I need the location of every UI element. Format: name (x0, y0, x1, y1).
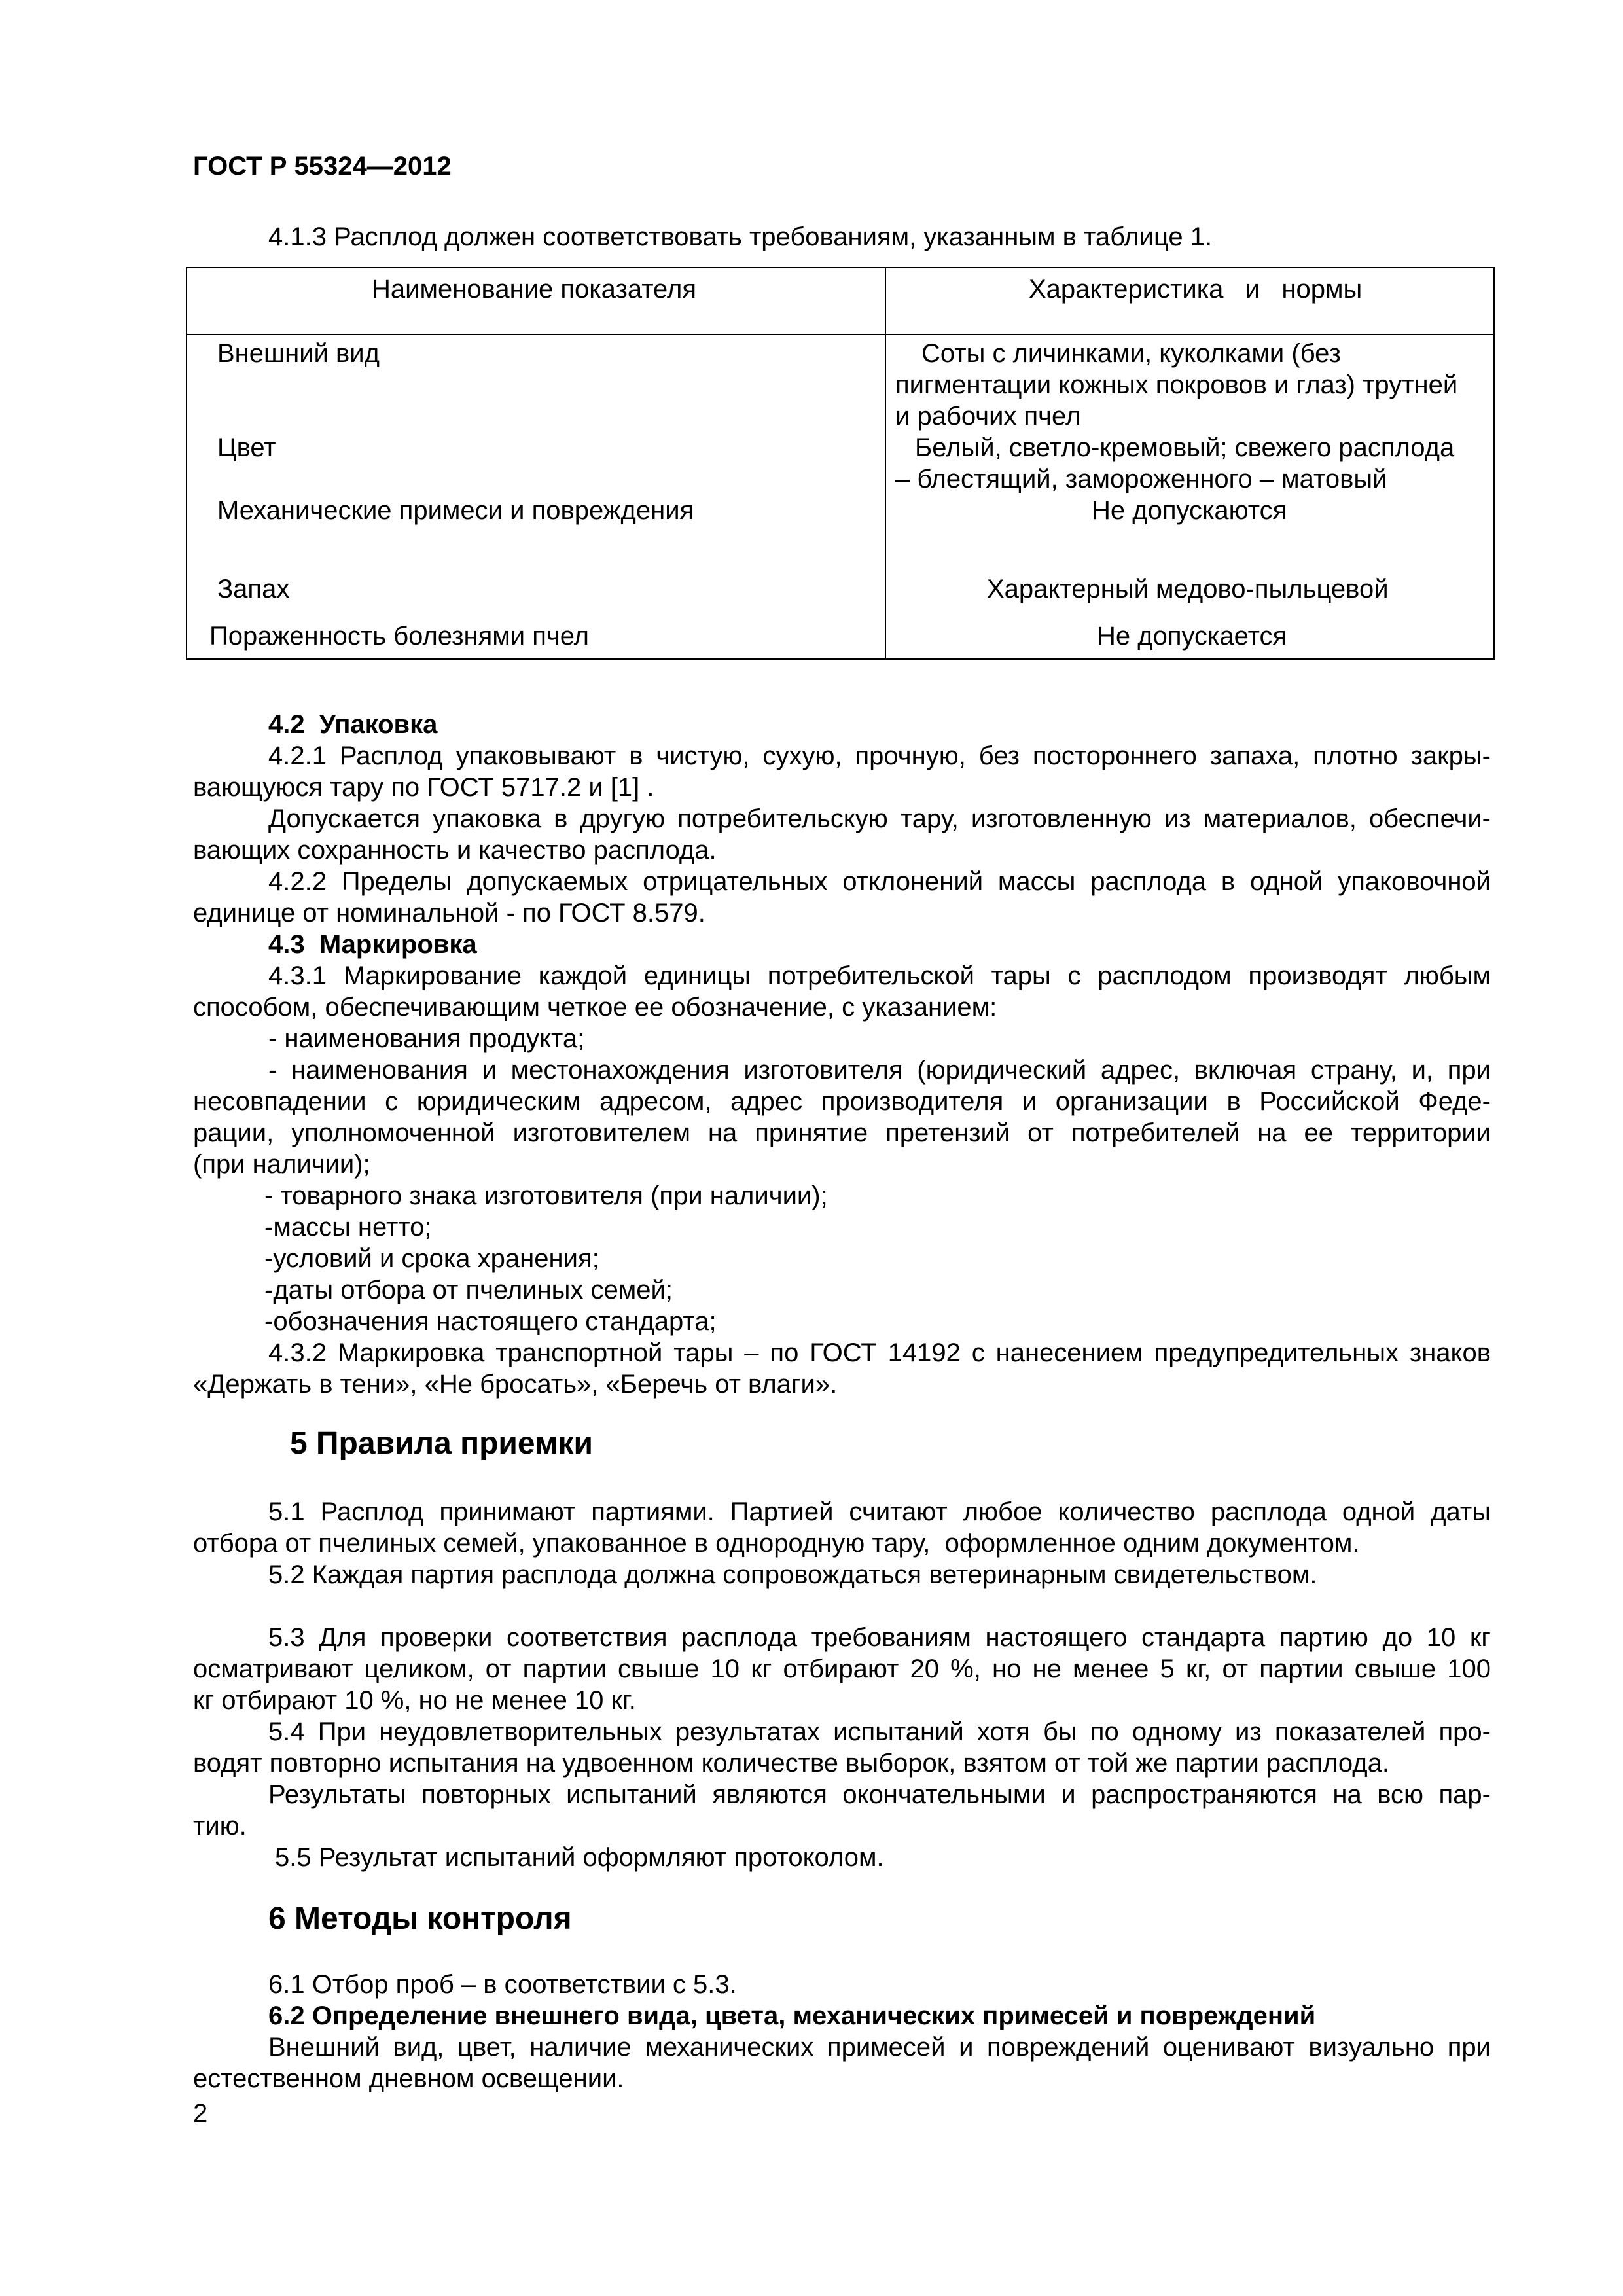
paragraph-4-2-packaging: Допускается упаковка в другую потребительскую тару, изготовленную из материалов, обеспечи- (268, 804, 1491, 833)
list-item-cont: несовпадении с юридическим адресом, адрес производителя и организации в Российской Феде- (193, 1087, 1491, 1116)
paragraph-5-4-results-cont: тию. (193, 1812, 247, 1840)
list-item: - наименования и местонахождения изготовителя (юридический адрес, включая страну, и, при (268, 1056, 1491, 1085)
page-number: 2 (193, 2099, 208, 2128)
requirements-table (186, 267, 1495, 660)
table-row-value: пигментации кожных покровов и глаз) трутней (895, 370, 1458, 399)
paragraph-5-1-cont: отбора от пчелиных семей, упакованное в однородную тару, оформленное одним документом. (193, 1529, 1360, 1558)
list-item: -массы нетто; (264, 1213, 432, 1242)
paragraph-4-2-1-cont: вающуюся тару по ГОСТ 5717.2 и [1] . (193, 773, 654, 802)
section-heading-4-2: 4.2 Упаковка (268, 710, 438, 739)
paragraph-5-3: 5.3 Для проверки соответствия расплода требованиям настоящего стандарта партию до 10 кг (268, 1623, 1491, 1652)
table-row-name: Цвет (217, 433, 276, 462)
paragraph-6-2-cont: естественном дневном освещении. (193, 2064, 624, 2093)
list-item: -обозначения настоящего стандарта; (264, 1307, 717, 1336)
table-row-value: Не допускаются (1092, 496, 1287, 525)
table-row-name: Запах (217, 575, 290, 603)
table-row-value: – блестящий, замороженного – матовый (895, 465, 1387, 493)
paragraph-4-3-1: 4.3.1 Маркирование каждой единицы потребительской тары с расплодом производят любым (268, 961, 1491, 990)
paragraph-5-1: 5.1 Расплод принимают партиями. Партией считают любое количество расплода одной даты (268, 1498, 1491, 1526)
paragraph-4-3-2: 4.3.2 Маркировка транспортной тары – по ГОСТ 14192 с нанесением предупредительных знаков (268, 1338, 1491, 1367)
table-row-value: Не допускается (1097, 622, 1287, 651)
paragraph-5-3-cont: осматривают целиком, от партии свыше 10 кг отбирают 20 %, но не менее 5 кг, от партии свыше 100 (193, 1655, 1491, 1683)
table-row-value: Белый, светло-кремовый; свежего расплода (915, 433, 1455, 462)
paragraph-5-3-cont: кг отбирают 10 %, но не менее 10 кг. (193, 1686, 636, 1715)
paragraph-5-4-results: Результаты повторных испытаний являются окончательными и распространяются на всю пар- (268, 1780, 1491, 1809)
table-row-name: Пораженность болезнями пчел (209, 622, 589, 651)
list-item: - товарного знака изготовителя (при наличии); (264, 1181, 828, 1210)
list-item: -условий и срока хранения; (264, 1244, 599, 1273)
table-intro: 4.1.3 Расплод должен соответствовать требованиям, указанным в таблице 1. (268, 223, 1213, 251)
paragraph-5-4: 5.4 При неудовлетворительных результатах испытаний хотя бы по одному из показателей про- (268, 1717, 1491, 1746)
section-heading-5: 5 Правила приемки (290, 1426, 594, 1461)
table-header-characteristic: Характеристика и нормы (1029, 275, 1363, 304)
paragraph-4-3-2-cont: «Держать в тени», «Не бросать», «Беречь от влаги». (193, 1370, 838, 1399)
paragraph-5-4-cont: водят повторно испытания на удвоенном количестве выборок, взятом от той же партии расплода. (193, 1749, 1389, 1778)
table-row-name: Внешний вид (217, 339, 380, 368)
table-row-name: Механические примеси и повреждения (217, 496, 694, 525)
paragraph-5-2: 5.2 Каждая партия расплода должна сопровождаться ветеринарным свидетельством. (268, 1560, 1317, 1589)
table-row-value: Соты с личинками, куколками (без (921, 339, 1341, 368)
paragraph-6-2: Внешний вид, цвет, наличие механических примесей и повреждений оценивают визуально при (268, 2033, 1491, 2062)
table-column-divider (885, 268, 886, 658)
table-row-value: Характерный медово-пыльцевой (987, 575, 1389, 603)
list-item-cont: рации, уполномоченной изготовителем на принятие претензий от потребителей на ее территории (193, 1119, 1491, 1147)
paragraph-4-2-1: 4.2.1 Расплод упаковывают в чистую, сухую, прочную, без постороннего запаха, плотно закры- (268, 742, 1491, 770)
table-row-value: и рабочих пчел (895, 402, 1081, 431)
list-item-cont: (при наличии); (193, 1150, 370, 1179)
list-item: -даты отбора от пчелиных семей; (264, 1276, 673, 1304)
section-heading-4-3: 4.3 Маркировка (268, 930, 477, 959)
section-heading-6: 6 Методы контроля (268, 1901, 572, 1936)
table-header-indicator: Наименование показателя (372, 275, 696, 304)
list-item: - наименования продукта; (268, 1024, 585, 1053)
paragraph-5-5: 5.5 Результат испытаний оформляют протоколом. (275, 1843, 884, 1872)
table-header-divider (187, 334, 1493, 335)
paragraph-4-3-1-cont: способом, обеспечивающим четкое ее обозначение, с указанием: (193, 993, 997, 1022)
document-header: ГОСТ Р 55324—2012 (193, 152, 452, 181)
paragraph-4-2-packaging-cont: вающих сохранность и качество расплода. (193, 836, 717, 865)
paragraph-4-2-2: 4.2.2 Пределы допускаемых отрицательных отклонений массы расплода в одной упаковочной (268, 867, 1491, 896)
paragraph-4-2-2-cont: единице от номинальной - по ГОСТ 8.579. (193, 899, 705, 927)
subsection-heading-6-2: 6.2 Определение внешнего вида, цвета, механических примесей и повреждений (268, 2001, 1316, 2030)
paragraph-6-1: 6.1 Отбор проб – в соответствии с 5.3. (268, 1970, 737, 1999)
